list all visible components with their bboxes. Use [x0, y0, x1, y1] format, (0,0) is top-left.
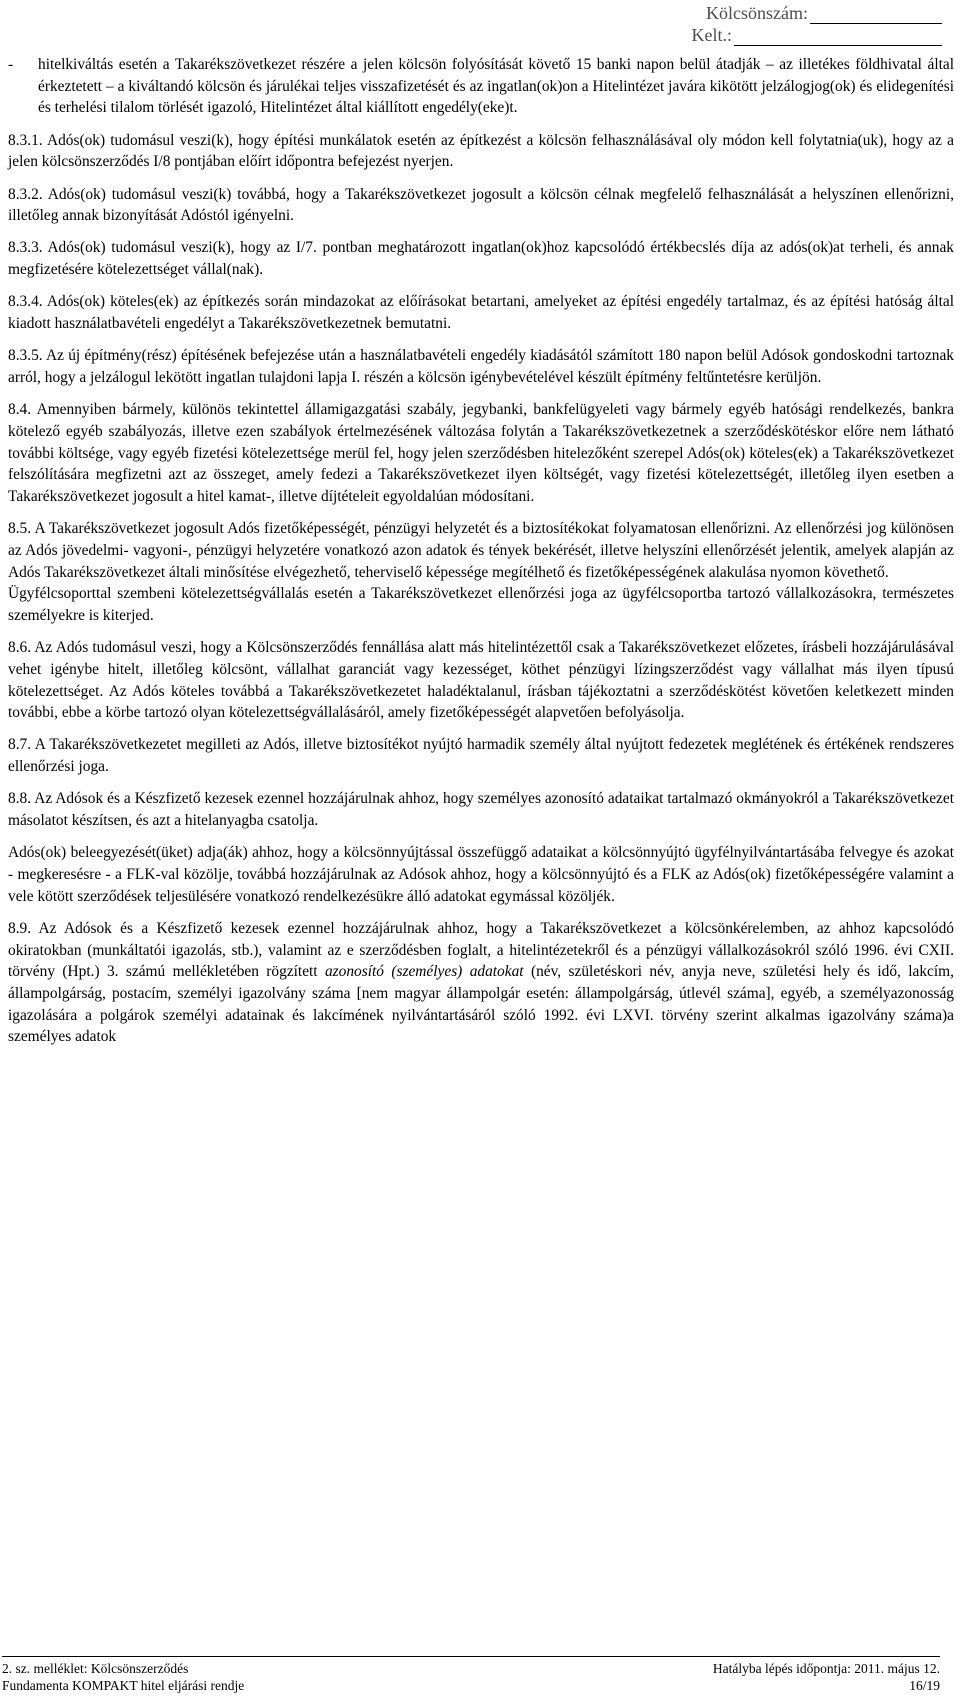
paragraph-8-6: 8.6. Az Adós tudomásul veszi, hogy a Kölcsönszerződés fennállása alatt más hitelintézettől csak a Takarékszövetkezet előzetes, írásbeli hozzájárulásával vehet igénybe hitelt, illetőleg kölcsönt, vállalhat garanciát vagy kezességet, köthet pénzügyi lízingszerződést vagy vállalhat más ilyen típusú kötelezettséget. Az Adós köteles továbbá a Takarékszövetkezetet haladéktalanul, írásban tájékoztatni a szerződéskötést követően keletkezett minden további, ebbe a körbe tartozó olyan kötelezettségvállalásáról, amely fizetőképességét alapvetően befolyásolja.	[8, 639, 954, 722]
bullet-dash: -	[8, 56, 14, 73]
paragraph-8-5-group: Ügyfélcsoporttal szembeni kötelezettségvállalás esetén a Takarékszövetkezet ellenőrzési joga az ügyfélcsoportba tartozó vállalkozásokra, természetes személyekre is kiterjed.	[8, 585, 954, 624]
paragraph-8-8: 8.8. Az Adósok és a Készfizető kezesek ezennel hozzájárulnak ahhoz, hogy személyes azonosító adataikat tartalmazó okmányokról a Takarékszövetkezet másolatot készítsen, és azt a hitelanyagba csatolja.	[8, 790, 954, 830]
paragraph-8-3-4: 8.3.4. Adós(ok) köteles(ek) az építkezés során mindazokat az előírásokat betartani, amelyeket az építési engedély tartalmaz, és az építési hatóság által kiadott használatbavételi engedélyt a Takarékszövetkezetnek bemutatni.	[8, 293, 954, 333]
bullet-text: hitelkiváltás esetén a Takarékszövetkezet részére a jelen kölcsön folyósítását követő 15 banki napon belül átadják – az illetékes földhivatal által érkeztetett – a kiváltandó kölcsön és járulékai teljes visszafizetését és az ingatlan(ok)on a Hitelintézet javára kikötött jelzálogjog(ok) és elidegenítési és terhelési tilalom törlését igazoló, Hitelintézet által kiállított engedély(eke)t.	[38, 56, 954, 117]
footer-attachment: 2. sz. melléklet: Kölcsönszerződés	[2, 1661, 189, 1676]
paragraph-8-9-italic: azonosító (személyes) adatokat	[324, 963, 524, 981]
document-header	[642, 2, 942, 46]
footer-effective-date: Hatályba lépés időpontja: 2011. május 12.	[712, 1661, 940, 1676]
list-item-hitelkivaltas	[8, 54, 954, 119]
date-blank	[734, 27, 942, 46]
paragraph-8-9	[8, 918, 954, 1048]
paragraph-8-9-start: 8.9. Az Adósok és a Készfizető kezesek ezennel hozzájárulnak ahhoz, hogy a Takarékszövetkezet a kölcsönkérelemben, az ahhoz kapcsolódó okiratokban (munkáltatói igazolás, stb.), valamint az e szerződésben foglalt, a hitelintézetekről és a pénzügyi vállalkozásokról szóló 1996. évi CXII. törvény (Hpt.) 3. számú mellékletében rögzített	[8, 919, 954, 981]
footer-page-number: 16/19	[909, 1678, 940, 1693]
paragraph-8-5: 8.5. A Takarékszövetkezet jogosult Adós fizetőképességét, pénzügyi helyzetét és a biztosítékokat folyamatosan ellenőrizni. Az ellenőrzési jog különösen az Adós jövedelmi- vagyoni-, pénzügyi helyzetére vonatkozó azon adatok és tények bekérését, illetve helyszíni ellenőrzését jelentik, amelyek alapján az Adós Takarékszövetkezet általi minősítése elvégezhető, teherviselő képessége megítélhető és fizetőképességének alakulása nyomon követhető.	[8, 520, 954, 581]
paragraph-8-3-2: 8.3.2. Adós(ok) tudomásul veszi(k) továbbá, hogy a Takarékszövetkezet jogosult a kölcsön célnak megfelelő felhasználását a helyszínen ellenőrizni, illetőleg annak bizonyítását Adóstól igényelni.	[8, 185, 954, 225]
paragraph-8-9-end: (név, születéskori név, anyja neve, születési hely és idő, lakcím, állampolgárság, postacím, személyi igazolvány száma [nem magyar állampolgár esetén: állampolgárság, útlevél száma], egyéb, a személyazonosság igazolására a polgárok személyi adatainak és lakcímének nyilvántartásáról szóló 1992. évi LXVI. törvény szerint alkalmas igazolvány száma)a személyes adatok	[8, 963, 954, 1046]
document-footer	[2, 1656, 940, 1694]
document-body	[8, 54, 954, 1059]
date-line	[642, 24, 942, 46]
loan-number-line	[642, 2, 942, 24]
paragraph-8-7: 8.7. A Takarékszövetkezetet megilleti az Adós, illetve biztosítékot nyújtó harmadik személy által nyújtott fedezetek meglétének és értékének rendszeres ellenőrzési joga.	[8, 736, 954, 776]
loan-number-blank	[810, 5, 942, 24]
paragraph-flk-consent: Adós(ok) beleegyezését(üket) adja(ák) ahhoz, hogy a kölcsönnyújtással összefüggő adataikat a kölcsönnyújtó ügyfélnyilvántartásába felvegye és azokat - megkeresésre - a FLK-val közölje, továbbá hozzájárulnak az Adósok ahhoz, hogy a kölcsönnyújtó és a FLK az Adós(ok) fizetőképességére valamint a vele kötött szerződések teljesülésére vonatkozó rendelkezésükre álló adatokat egymással közöljék.	[8, 844, 954, 905]
paragraph-8-3-5: 8.3.5. Az új építmény(rész) építésének befejezése után a használatbavételi engedély kiadásától számított 180 napon belül Adósok gondoskodni tartoznak arról, hogy a jelzálogul lekötött ingatlan tulajdoni lapja I. részén a kölcsön igénybevételével készült építmény feltűntetésre kerüljön.	[8, 347, 954, 386]
paragraph-8-3-3: 8.3.3. Adós(ok) tudomásul veszi(k), hogy az I/7. pontban meghatározott ingatlan(ok)hoz kapcsolódó értékbecslés díja az adós(ok)at terheli, és annak megfizetésére kötelezettséget vállal(nak).	[8, 239, 954, 279]
footer-procedure-title: Fundamenta KOMPAKT hitel eljárási rendje	[2, 1678, 245, 1693]
paragraph-8-3-1: 8.3.1. Adós(ok) tudomásul veszi(k), hogy építési munkálatok esetén az építkezést a kölcsön felhasználásával oly módon kell folytatnia(uk), hogy az a jelen kölcsönszerződés I/8 pontjában előírt időpontra befejezést nyerjen.	[8, 131, 954, 171]
loan-number-label: Kölcsönszám:	[706, 3, 808, 23]
paragraph-8-4: 8.4. Amennyiben bármely, különös tekintettel államigazgatási szabály, jegybanki, bankfelügyeleti vagy bármely egyéb hatósági rendelkezés, bankra kötelező egyéb szabályozás, illetve ezen szabályok értelmezésének változása folytán a Takarékszövetkezetnek a szerződéskötéskor előre nem látható további költsége, vagy egyéb fizetési kötelezettsége merül fel, hogy jelen szerződésben hitelezőként szerepel Adós(ok) köteles(ek) a Takarékszövetkezet felszólítására megfizetni azt az összeget, amely fedezi a Takarékszövetkezet ilyen költségét, vagy fizetési kötelezettségét, illetőleg ilyen esetben a Takarékszövetkezet jogosult a hitel kamat-, illetve díjtételeit egyoldalúan módosítani.	[8, 401, 954, 505]
date-label: Kelt.:	[691, 25, 732, 45]
